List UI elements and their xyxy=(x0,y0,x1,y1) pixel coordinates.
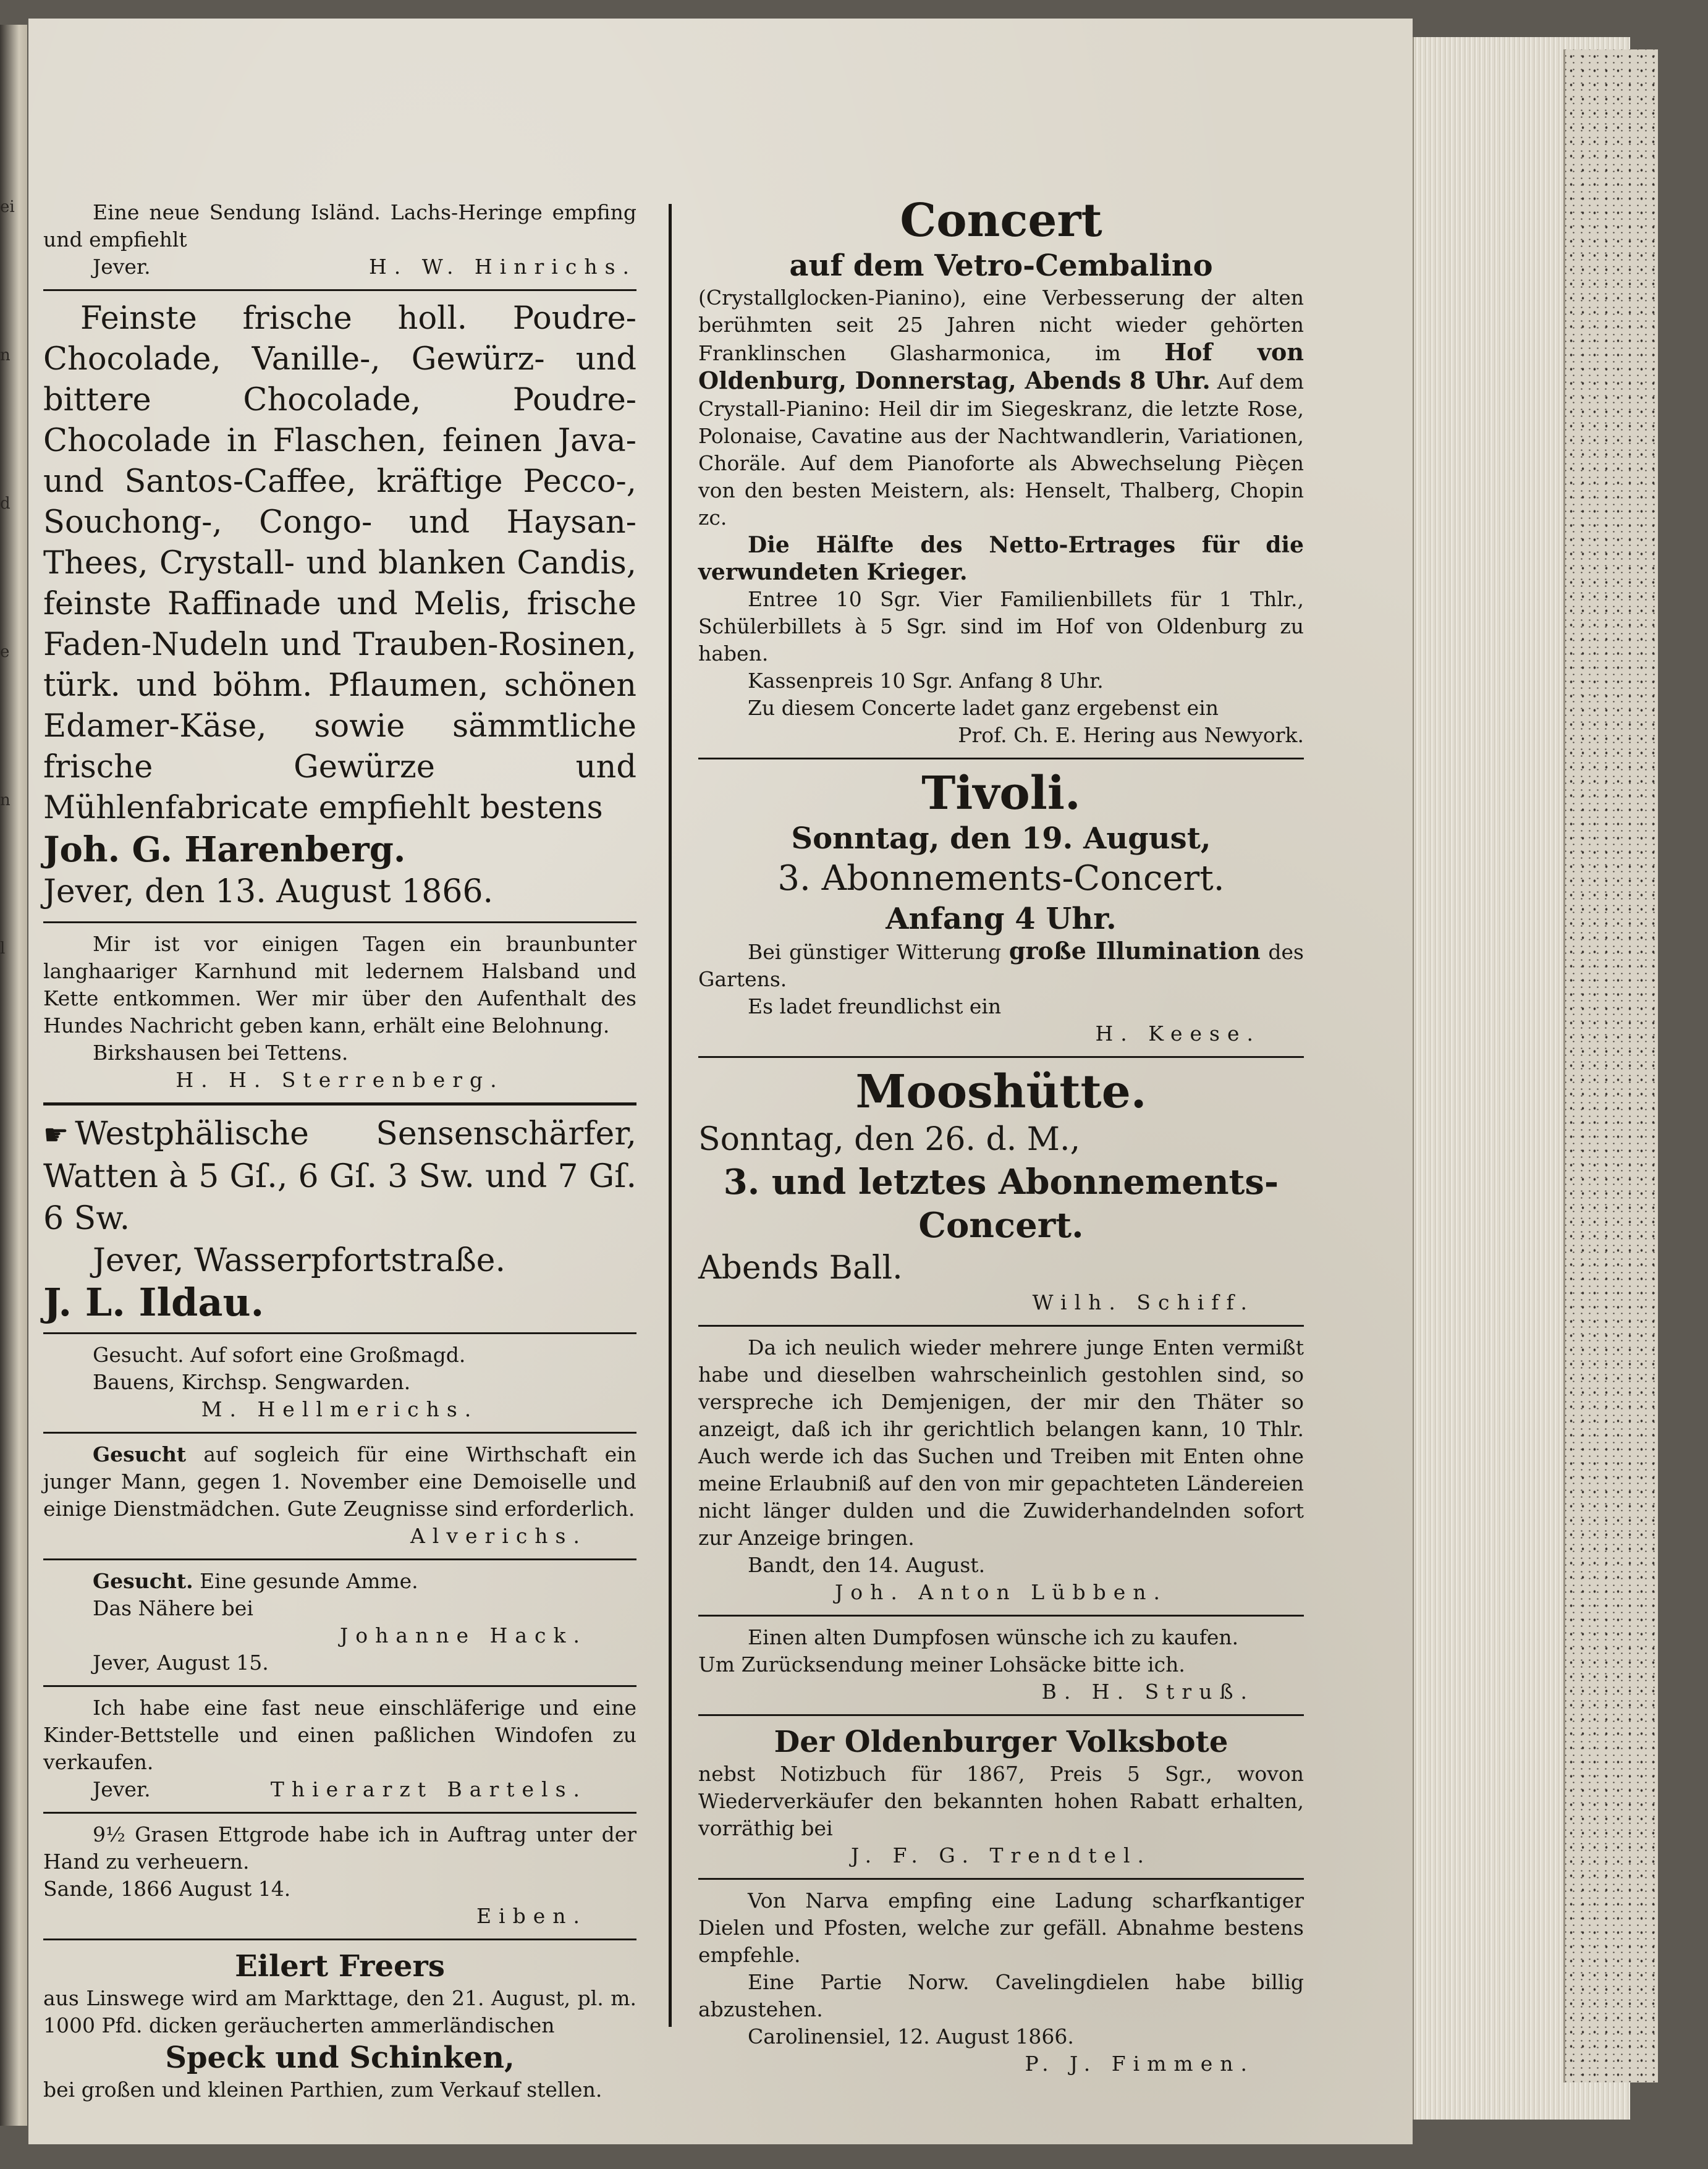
ad-signer: M. Hellmerichs. xyxy=(201,1397,479,1421)
ad-signer: Alverichs. xyxy=(410,1524,587,1548)
ad-bold: große Illumination xyxy=(1008,937,1261,965)
left-column xyxy=(43,197,636,2108)
pointing-hand-icon: ☛ xyxy=(43,1118,69,1151)
ad-date: Sande, 1866 August 14. xyxy=(43,1877,291,1901)
ad-title: Concert xyxy=(900,194,1102,247)
ad-signer: H. W. Hinrichs. xyxy=(369,255,636,279)
ad-lead: Gesucht. xyxy=(93,1569,193,1593)
ad-text-body: Bei günstiger Witterung xyxy=(748,940,1002,964)
divider xyxy=(43,1558,636,1560)
ad-narva xyxy=(698,1885,1304,2082)
ad-signer: Joh. G. Harenberg. xyxy=(43,829,406,870)
divider xyxy=(698,1615,1304,1617)
ad-tivoli xyxy=(698,764,1304,1052)
ad-signer: Thierarzt Bartels. xyxy=(270,1777,587,1801)
ad-text xyxy=(43,1113,636,1240)
ad-text xyxy=(43,1568,636,1595)
fragment: d xyxy=(0,494,11,513)
ad-date: Sonntag, den 19. August, xyxy=(791,821,1211,856)
divider xyxy=(698,1714,1304,1716)
ad-text-body-2: Auf dem Crystall-Pianino: Heil dir im Siegeskranz, die letzte Rose, Polonaise, Cavatine aus der Nachtwandlerin, Variationen, Choräle. Auf dem Pianoforte als Abwechselung Pièçen von den besten Meistern, als: Henselt, Thalberg, Chopin zc. xyxy=(698,370,1304,530)
ad-venue: Hof von Oldenburg, Donnerstag, Abends 8 Uhr. xyxy=(698,338,1304,394)
divider xyxy=(43,1685,636,1687)
ad-grossmagd xyxy=(43,1339,636,1428)
ad-place: Jever. xyxy=(93,255,151,279)
ad-text: nebst Notizbuch für 1867, Preis 5 Sgr., wovon Wiederverkäufer den bekannten hohen Rabatt erhalten, vorräthig bei xyxy=(698,1762,1304,1840)
ad-date: Carolinensiel, 12. August 1866. xyxy=(748,2024,1074,2048)
ad-item: Speck und Schinken, xyxy=(165,2040,515,2075)
fragment: n xyxy=(0,346,11,365)
ad-dumpfosen xyxy=(698,1621,1304,1710)
ad-signer: P. J. Fimmen. xyxy=(1025,2052,1254,2076)
ad-text-2: bei großen und kleinen Parthien, zum Verkauf stellen. xyxy=(43,2078,602,2102)
ad-text: 9½ Grasen Ettgrode habe ich in Auftrag unter der Hand zu verheuern. xyxy=(43,1822,636,1874)
divider xyxy=(698,1056,1304,1058)
ad-more: Das Nähere bei xyxy=(93,1596,253,1620)
ad-text: aus Linswege wird am Markttage, den 21. August, pl. m. 1000 Pfd. dicken geräucherten ammerländischen xyxy=(43,1986,636,2037)
ad-text: Mir ist vor einigen Tagen ein braunbunter langhaariger Karnhund mit ledernem Halsband und Kette entkommen. Wer mir über den Aufenthalt des Hundes Nachricht geben kann, erhält eine Belohnung. xyxy=(43,932,636,1038)
ad-signer: Johanne Hack. xyxy=(340,1623,587,1647)
ad-text-2: Eine Partie Norw. Cavelingdielen habe billig abzustehen. xyxy=(698,1970,1304,2021)
book-cover-edge xyxy=(1563,49,1658,2082)
fragment: n xyxy=(0,791,11,810)
divider xyxy=(43,1332,636,1334)
ad-harenberg xyxy=(43,296,636,918)
ad-grasen xyxy=(43,1819,636,1935)
column-rule xyxy=(669,204,672,2027)
ad-footer xyxy=(43,253,636,281)
ad-place: Birkshausen bei Tettens. xyxy=(93,1041,349,1065)
ad-text xyxy=(698,937,1304,993)
fragment: ei xyxy=(0,198,15,216)
ad-event: 3. Abonnements-Concert. xyxy=(777,858,1225,898)
ad-signer: H. Keese. xyxy=(1095,1021,1261,1046)
ad-signer: J. L. Ildau. xyxy=(43,1280,264,1325)
ad-text xyxy=(698,284,1304,531)
ad-text: Feinste frische holl. Poudre-Chocolade, Vanille-, Gewürz- und bittere Chocolade, Poudre-Chocolade in Flaschen, feinen Java- und Santos-Caffee, kräftige Pecco-, Souchong-, Congo- und Haysan-Thees, Crystall- und blanken Candis, feinste Raffinade und Melis, frische Faden-Nudeln und Trauben-Rosinen, türk. und böhm. Pflaumen, schönen Edamer-Käse, sowie sämmtliche frische Gewürze und Mühlenfabricate empfiehlt bestens xyxy=(43,300,636,826)
ad-text xyxy=(43,1441,636,1523)
ad-signer: Wilh. Schiff. xyxy=(1032,1290,1254,1314)
fragment: l xyxy=(0,939,6,958)
ad-text-body: (Crystallglocken-Pianino), eine Verbesserung der alten berühmten seit 25 Jahren nicht wieder gehörten Franklinschen Glasharmonica, im xyxy=(698,285,1304,365)
ad-text-body: auf sogleich für eine Wirthschaft ein junger Mann, gegen 1. November eine Demoiselle und einige Dienstmädchen. Gute Zeugnisse sind erforderlich. xyxy=(43,1442,636,1521)
fragment: e xyxy=(0,643,10,661)
ad-text: Eine neue Sendung Isländ. Lachs-Heringe empfing und empfiehlt xyxy=(43,200,636,252)
ad-subtitle: auf dem Vetro-Cembalino xyxy=(789,248,1213,283)
divider xyxy=(43,1432,636,1434)
ad-text: Ich habe eine fast neue einschläferige und eine Kinder-Bettstelle und einen paßlichen Windofen zu verkaufen. xyxy=(43,1696,636,1774)
ad-title: Der Oldenburger Volksbote xyxy=(774,1725,1228,1759)
ad-where: Bauens, Kirchsp. Sengwarden. xyxy=(93,1370,411,1394)
ad-lachs xyxy=(43,197,636,285)
ad-date: Jever, August 15. xyxy=(93,1651,269,1675)
ad-signer: Eiben. xyxy=(476,1904,587,1928)
ad-text-2: Um Zurücksendung meiner Lohsäcke bitte ich. xyxy=(698,1652,1185,1676)
ad-entree: Entree 10 Sgr. Vier Familienbillets für 1 Thlr., Schülerbillets à 5 Sgr. sind im Hof von Oldenburg zu haben. xyxy=(698,587,1304,666)
ad-text: Von Narva empfing eine Ladung scharfkantiger Dielen und Pfosten, welche zur gefäll. Abnahme bestens empfehle. xyxy=(698,1888,1304,1967)
ad-signer: J. F. G. Trendtel. xyxy=(850,1843,1152,1867)
ad-signer: Joh. Anton Lübben. xyxy=(835,1580,1167,1604)
left-page-fragments xyxy=(0,198,21,1088)
ad-text-body-2: des Gartens. xyxy=(698,940,1304,991)
ad-text: Einen alten Dumpfosen wünsche ich zu kaufen. xyxy=(748,1625,1239,1649)
ad-place: Jever, Wasserpfortstraße. xyxy=(93,1242,505,1279)
ad-title: Tivoli. xyxy=(921,767,1081,820)
ad-text-body: Westphälische Sensenschärfer, Watten à 5 Gſ., 6 Gſ. 3 Sw. und 7 Gſ. 6 Sw. xyxy=(43,1115,636,1237)
ad-freers xyxy=(43,1945,636,2108)
divider xyxy=(43,289,636,291)
ad-bold: Die Hälfte des Netto-Ertrages für die verwundeten Krieger. xyxy=(698,532,1304,585)
ad-invite: Es ladet freundlichst ein xyxy=(748,994,1002,1018)
ad-wirthschaft xyxy=(43,1439,636,1555)
divider xyxy=(43,921,636,923)
ad-lead: Gesucht xyxy=(93,1442,187,1466)
ad-ball: Abends Ball. xyxy=(698,1249,903,1287)
ad-title: Eilert Freers xyxy=(235,1949,445,1984)
ad-text: Da ich neulich wieder mehrere junge Enten vermißt habe und dieselben wahrscheinlich gestohlen sind, so verspreche ich Demjenigen, der mir den Thäter so anzeigt, daß ich ihr gerichtlich belangen kann, 10 Thlr. Auch werde ich das Suchen und Treiben mit Enten ohne meine Erlaubniß auf den von mir gepachteten Ländereien nicht länger dulden und die Zuwiderhandelnden sofort zur Anzeige bringen. xyxy=(698,1335,1304,1550)
ad-concert xyxy=(698,192,1304,754)
ad-footer xyxy=(43,1776,636,1803)
divider xyxy=(43,1102,636,1106)
ad-date: Jever, den 13. August 1866. xyxy=(43,873,494,910)
ad-title: Mooshütte. xyxy=(855,1065,1147,1118)
ad-mooshuette xyxy=(698,1063,1304,1321)
ad-text: Gesucht. Auf sofort eine Großmagd. xyxy=(93,1343,466,1367)
ad-signer: H. H. Sterrenberg. xyxy=(175,1068,504,1092)
ad-kasse: Kassenpreis 10 Sgr. Anfang 8 Uhr. xyxy=(748,669,1104,693)
ad-sensen xyxy=(43,1110,636,1329)
ad-invite: Zu diesem Concerte ladet ganz ergebenst ein xyxy=(748,696,1219,720)
ad-bettstelle xyxy=(43,1692,636,1808)
ad-hund xyxy=(43,928,636,1099)
ad-date: Bandt, den 14. August. xyxy=(748,1553,986,1577)
divider xyxy=(698,1878,1304,1880)
ad-signer: B. H. Struß. xyxy=(1041,1680,1254,1704)
right-column xyxy=(698,192,1304,2082)
divider xyxy=(43,1812,636,1814)
ad-volksbote xyxy=(698,1721,1304,1874)
ad-place: Jever. xyxy=(93,1777,151,1801)
ad-signer: Prof. Ch. E. Hering aus Newyork. xyxy=(958,723,1304,747)
ad-enten xyxy=(698,1332,1304,1611)
ad-start: Anfang 4 Uhr. xyxy=(886,902,1117,936)
divider xyxy=(698,758,1304,759)
ad-date: Sonntag, den 26. d. M., xyxy=(698,1121,1081,1158)
divider xyxy=(698,1325,1304,1327)
divider xyxy=(43,1939,636,1940)
ad-event: 3. und letztes Abonnements-Concert. xyxy=(723,1162,1279,1246)
ad-amme xyxy=(43,1565,636,1681)
ad-text-body: Eine gesunde Amme. xyxy=(200,1569,418,1593)
